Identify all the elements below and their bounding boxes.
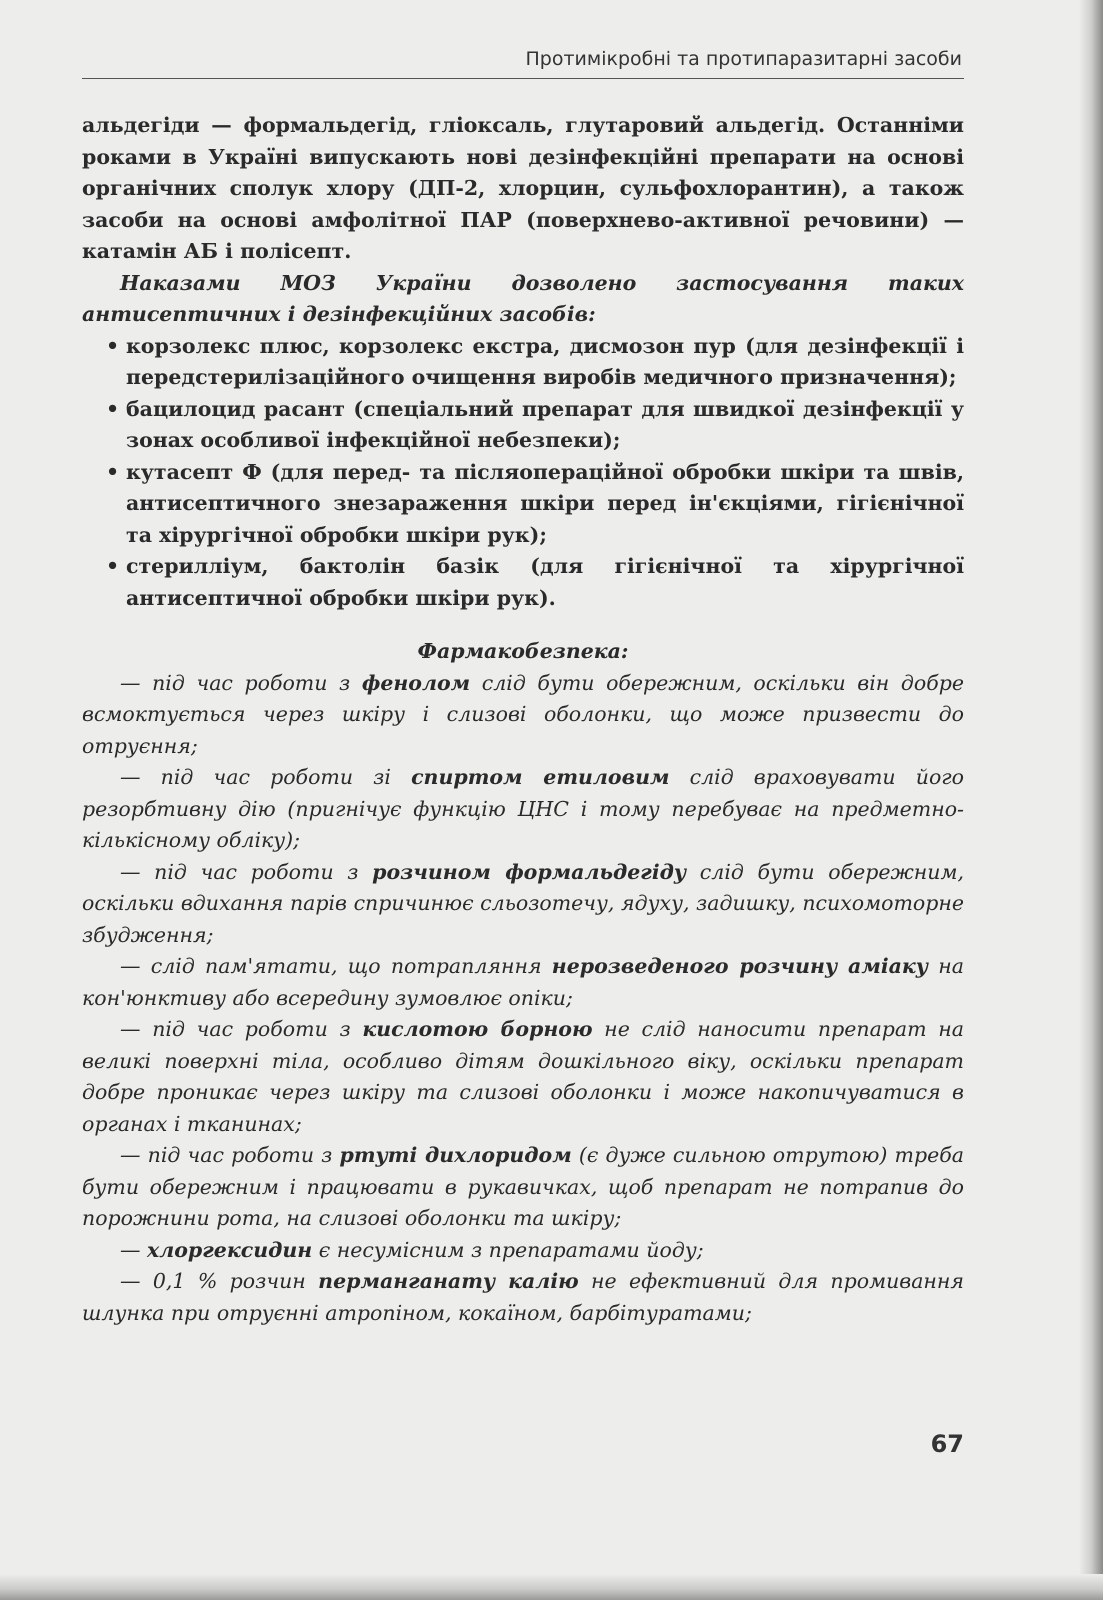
approved-agents-list: [82, 331, 964, 615]
warning-text: не ефективний для промивання шлунка при отруєнні атропіном, кокаїном, барбітуратами;: [82, 1269, 965, 1325]
list-item: • стерилліум, бактолін базік (для гігієнічної та хірургічної антисептичної обробки шкіри рук).: [126, 551, 964, 614]
list-item: • бацилоцид расант (спеціальний препарат для швидкої дезінфекції у зонах особливої інфекційної небезпеки);: [126, 394, 964, 457]
header-rule: [82, 78, 964, 79]
warning-text: —: [120, 1237, 148, 1262]
warning-item: [82, 762, 964, 857]
warning-text: — під час роботи з: [120, 670, 362, 695]
warning-text: — під час роботи з: [120, 1143, 340, 1167]
page-number: 67: [930, 1430, 964, 1458]
warning-substance: нерозведеного розчину аміаку: [551, 954, 929, 978]
page-edge-shadow: [1079, 0, 1103, 1600]
intro-paragraph: альдегіди — формальдегід, гліоксаль, глутаровий альдегід. Останніми роками в Україні випускають нові дезінфекційні препарати на основі органічних сполук хлору (ДП-2, хлорцин, сульфохлорантин), а також засоби на основі амфолітної ПАР (поверхнево-активної речовини) — катамін АБ і полісепт.: [82, 113, 964, 263]
warning-item: [82, 1235, 964, 1267]
warning-text: — під час роботи зі: [120, 765, 412, 789]
warning-substance: хлоргексидин: [147, 1237, 313, 1262]
warning-text: слід враховувати його резорбтивну дію (пригнічує функцію ЦНС і тому перебуває на предметно-кількісному обліку);: [82, 765, 964, 852]
warning-text: — під час роботи з: [120, 1017, 363, 1041]
running-head: Протимікробні та протипаразитарні засоби: [525, 48, 962, 70]
warning-text: — під час роботи з: [120, 859, 373, 884]
warning-text: — слід пам'ятати, що потрапляння: [120, 954, 552, 978]
orders-lead: Наказами МОЗ України дозволено застосування таких антисептичних і дезінфекційних засобів:: [82, 270, 964, 326]
warning-text: — 0,1 % розчин: [120, 1269, 319, 1293]
warning-substance: перманганату калію: [318, 1269, 579, 1293]
list-item: • кутасепт Ф (для перед- та післяопераційної обробки шкіри та швів, антисептичного знезараження шкіри перед ін'єкціями, гігієнічної та хірургічної обробки шкіри рук);: [126, 457, 964, 552]
warning-substance: спиртом етиловим: [411, 765, 670, 789]
warning-substance: фенолом: [361, 670, 471, 695]
warning-text: (є дуже сильною отрутою) треба бути обережним і працювати в рукавичках, щоб препарат не потрапив до порожнини рота, на слизові оболонки та шкіру;: [82, 1143, 964, 1230]
warning-text: не слід наносити препарат на великі поверхні тіла, особливо дітям дошкільного віку, оскільки препарат добре проникає через шкіру та слизові оболонки і може накопичуватися в органах і тканинах;: [82, 1017, 964, 1136]
warning-item: [82, 1140, 964, 1235]
warning-item: [82, 1014, 964, 1140]
warning-substance: кислотою борною: [362, 1017, 593, 1041]
section-title: Фармакобезпека:: [417, 639, 629, 663]
warning-substance: ртуті дихлоридом: [339, 1143, 572, 1167]
warning-text: на кон'юнктиву або всередину зумовлює опіки;: [82, 954, 965, 1010]
warning-item: [82, 668, 964, 763]
list-item: • корзолекс плюс, корзолекс екстра, дисмозон пур (для дезінфекції і передстерилізаційного очищення виробів медичного призначення);: [126, 331, 964, 394]
page-content: [82, 110, 964, 1329]
warning-item: [82, 951, 964, 1014]
page-bottom-shadow: [0, 1574, 1103, 1600]
warning-text: є несумісним з препаратами йоду;: [312, 1237, 704, 1262]
warning-text: слід бути обережним, оскільки він добре всмоктується через шкіру і слизові оболонки, що може призвести до отруєння;: [82, 670, 964, 758]
warning-text: слід бути обережним, оскільки вдихання парів спричинює сльозотечу, ядуху, задишку, психомоторне збудження;: [82, 859, 964, 947]
warning-item: [82, 857, 964, 952]
warning-item: [82, 1266, 964, 1329]
warning-substance: розчином формальдегіду: [372, 859, 687, 884]
